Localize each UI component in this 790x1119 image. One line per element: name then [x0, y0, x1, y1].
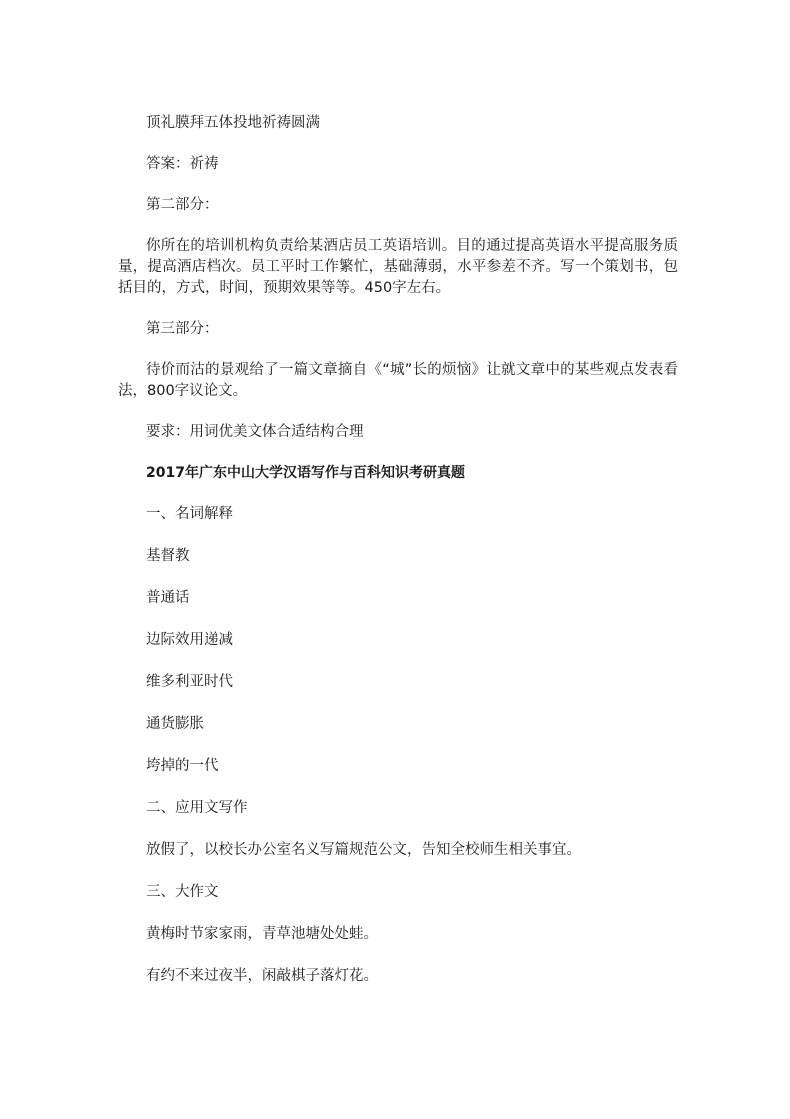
term-item: 通货膨胀	[146, 716, 204, 732]
section-practical-writing: 二、应用文写作	[146, 800, 248, 816]
section-essay: 三、大作文	[146, 884, 219, 900]
section-term-definitions: 一、名词解释	[146, 506, 233, 522]
paragraph-part-three-task: 待价而沽的景观给了一篇文章摘自《“城”长的烦恼》让就文章中的某些观点发表看法，800字议论文。	[118, 362, 678, 399]
paragraph-part-two-task: 你所在的培训机构负责给某酒店员工英语培训。目的通过提高英语水平提高服务质量，提高酒店档次。员工平时工作繁忙，基础薄弱，水平参差不齐。写一个策划书，包括目的，方式，时间，预期效果等等。450字左右。	[118, 238, 678, 296]
section-part-three: 第三部分：	[146, 321, 219, 337]
paragraph-answer: 答案：祈祷	[146, 156, 219, 172]
paragraph-requirements: 要求：用词优美文体合适结构合理	[146, 424, 364, 440]
exam-title-heading: 2017年广东中山大学汉语写作与百科知识考研真题	[146, 465, 465, 481]
term-item: 普通话	[146, 590, 190, 606]
paragraph-phrases: 顶礼膜拜五体投地祈祷圆满	[146, 115, 320, 131]
term-item: 边际效用递减	[146, 632, 233, 648]
term-item: 维多利亚时代	[146, 674, 233, 690]
paragraph-practical-task: 放假了，以校长办公室名义写篇规范公文，告知全校师生相关事宜。	[146, 842, 581, 858]
term-item: 基督教	[146, 548, 190, 564]
poem-line: 有约不来过夜半，闲敲棋子落灯花。	[146, 968, 378, 984]
term-item: 垮掉的一代	[146, 758, 219, 774]
document-page	[118, 113, 678, 1008]
poem-line: 黄梅时节家家雨，青草池塘处处蛙。	[146, 926, 378, 942]
section-part-two: 第二部分：	[146, 197, 219, 213]
